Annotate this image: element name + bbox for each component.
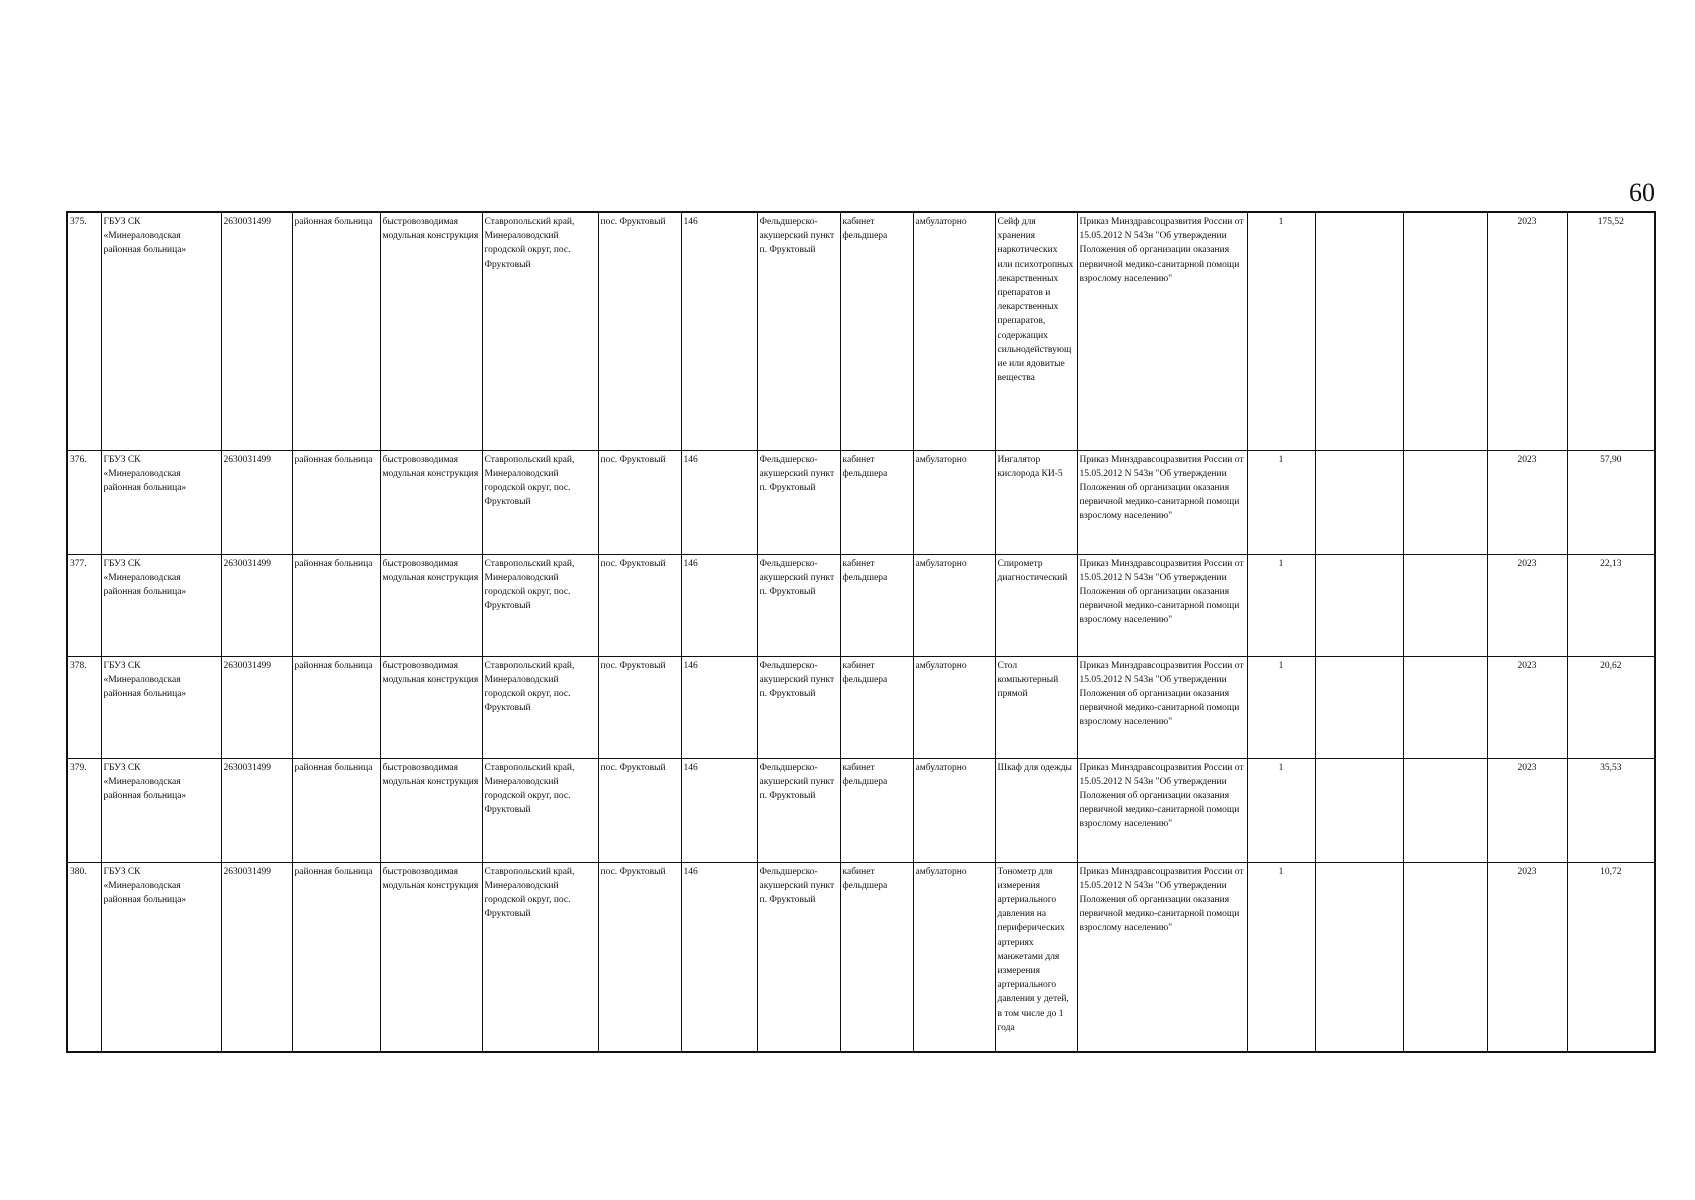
facility-type-cell: районная больница bbox=[292, 212, 380, 450]
regulation-cell: Приказ Минздравсоцразвития России от 15.05.2012 N 543н "Об утверждении Положения об организации оказания первичной медико-санитарной помощи взрослому населению" bbox=[1077, 656, 1247, 758]
care-form-cell: амбулаторно bbox=[913, 862, 995, 1052]
row-number: 379. bbox=[67, 758, 101, 862]
organization-cell: ГБУЗ СК «Минераловодская районная больница» bbox=[101, 862, 221, 1052]
inn-cell: 2630031499 bbox=[221, 656, 292, 758]
organization-cell: ГБУЗ СК «Минераловодская районная больница» bbox=[101, 212, 221, 450]
row-number: 378. bbox=[67, 656, 101, 758]
care-form-cell: амбулаторно bbox=[913, 554, 995, 656]
cost-cell: 10,72 bbox=[1567, 862, 1655, 1052]
table-body bbox=[67, 212, 1655, 1052]
inn-cell: 2630031499 bbox=[221, 758, 292, 862]
empty-cell bbox=[1403, 554, 1487, 656]
room-cell: кабинет фельдшера bbox=[840, 212, 913, 450]
organization-cell: ГБУЗ СК «Минераловодская районная больница» bbox=[101, 450, 221, 554]
table-row bbox=[67, 656, 1655, 758]
empty-cell bbox=[1315, 758, 1403, 862]
unit-cell: Фельдшерско-акушерский пункт п. Фруктовый bbox=[757, 554, 840, 656]
row-number: 375. bbox=[67, 212, 101, 450]
table-row bbox=[67, 862, 1655, 1052]
table-row bbox=[67, 212, 1655, 450]
empty-cell bbox=[1315, 554, 1403, 656]
care-form-cell: амбулаторно bbox=[913, 450, 995, 554]
equipment-cell: Тонометр для измерения артериального давления на периферических артериях манжетами для измерения артериального давления у детей, в том числе до 1 года bbox=[995, 862, 1077, 1052]
quantity-cell: 1 bbox=[1247, 554, 1315, 656]
unit-cell: Фельдшерско-акушерский пункт п. Фруктовый bbox=[757, 656, 840, 758]
table-row bbox=[67, 450, 1655, 554]
empty-cell bbox=[1315, 656, 1403, 758]
row-number: 380. bbox=[67, 862, 101, 1052]
equipment-cell: Стол компьютерный прямой bbox=[995, 656, 1077, 758]
unit-cell: Фельдшерско-акушерский пункт п. Фруктовый bbox=[757, 758, 840, 862]
address-cell: Ставропольский край, Минераловодский городской округ, пос. Фруктовый bbox=[482, 212, 598, 450]
locality-cell: пос. Фруктовый bbox=[598, 758, 681, 862]
empty-cell bbox=[1403, 862, 1487, 1052]
regulation-cell: Приказ Минздравсоцразвития России от 15.05.2012 N 543н "Об утверждении Положения об организации оказания первичной медико-санитарной помощи взрослому населению" bbox=[1077, 758, 1247, 862]
facility-type-cell: районная больница bbox=[292, 656, 380, 758]
room-cell: кабинет фельдшера bbox=[840, 554, 913, 656]
address-cell: Ставропольский край, Минераловодский городской округ, пос. Фруктовый bbox=[482, 758, 598, 862]
equipment-cell: Ингалятор кислорода КИ-5 bbox=[995, 450, 1077, 554]
population-cell: 146 bbox=[681, 656, 757, 758]
page-number: 60 bbox=[1629, 178, 1655, 207]
facility-type-cell: районная больница bbox=[292, 450, 380, 554]
address-cell: Ставропольский край, Минераловодский городской округ, пос. Фруктовый bbox=[482, 554, 598, 656]
empty-cell bbox=[1403, 212, 1487, 450]
room-cell: кабинет фельдшера bbox=[840, 656, 913, 758]
construction-type-cell: быстровозводимая модульная конструкция bbox=[380, 212, 482, 450]
year-cell: 2023 bbox=[1487, 656, 1567, 758]
locality-cell: пос. Фруктовый bbox=[598, 656, 681, 758]
organization-cell: ГБУЗ СК «Минераловодская районная больница» bbox=[101, 758, 221, 862]
empty-cell bbox=[1403, 450, 1487, 554]
quantity-cell: 1 bbox=[1247, 656, 1315, 758]
empty-cell bbox=[1315, 212, 1403, 450]
organization-cell: ГБУЗ СК «Минераловодская районная больница» bbox=[101, 656, 221, 758]
facility-type-cell: районная больница bbox=[292, 862, 380, 1052]
cost-cell: 175,52 bbox=[1567, 212, 1655, 450]
empty-cell bbox=[1403, 758, 1487, 862]
year-cell: 2023 bbox=[1487, 554, 1567, 656]
population-cell: 146 bbox=[681, 862, 757, 1052]
empty-cell bbox=[1315, 450, 1403, 554]
locality-cell: пос. Фруктовый bbox=[598, 554, 681, 656]
cost-cell: 35,53 bbox=[1567, 758, 1655, 862]
care-form-cell: амбулаторно bbox=[913, 212, 995, 450]
equipment-registry-table bbox=[66, 211, 1656, 1053]
address-cell: Ставропольский край, Минераловодский городской округ, пос. Фруктовый bbox=[482, 450, 598, 554]
empty-cell bbox=[1403, 656, 1487, 758]
cost-cell: 20,62 bbox=[1567, 656, 1655, 758]
year-cell: 2023 bbox=[1487, 450, 1567, 554]
empty-cell bbox=[1315, 862, 1403, 1052]
unit-cell: Фельдшерско-акушерский пункт п. Фруктовый bbox=[757, 862, 840, 1052]
construction-type-cell: быстровозводимая модульная конструкция bbox=[380, 862, 482, 1052]
population-cell: 146 bbox=[681, 758, 757, 862]
room-cell: кабинет фельдшера bbox=[840, 758, 913, 862]
unit-cell: Фельдшерско-акушерский пункт п. Фруктовый bbox=[757, 450, 840, 554]
cost-cell: 57,90 bbox=[1567, 450, 1655, 554]
room-cell: кабинет фельдшера bbox=[840, 862, 913, 1052]
inn-cell: 2630031499 bbox=[221, 450, 292, 554]
population-cell: 146 bbox=[681, 450, 757, 554]
quantity-cell: 1 bbox=[1247, 862, 1315, 1052]
regulation-cell: Приказ Минздравсоцразвития России от 15.05.2012 N 543н "Об утверждении Положения об организации оказания первичной медико-санитарной помощи взрослому населению" bbox=[1077, 212, 1247, 450]
construction-type-cell: быстровозводимая модульная конструкция bbox=[380, 758, 482, 862]
unit-cell: Фельдшерско-акушерский пункт п. Фруктовый bbox=[757, 212, 840, 450]
regulation-cell: Приказ Минздравсоцразвития России от 15.05.2012 N 543н "Об утверждении Положения об организации оказания первичной медико-санитарной помощи взрослому населению" bbox=[1077, 450, 1247, 554]
table-row bbox=[67, 554, 1655, 656]
year-cell: 2023 bbox=[1487, 758, 1567, 862]
facility-type-cell: районная больница bbox=[292, 758, 380, 862]
construction-type-cell: быстровозводимая модульная конструкция bbox=[380, 450, 482, 554]
regulation-cell: Приказ Минздравсоцразвития России от 15.05.2012 N 543н "Об утверждении Положения об организации оказания первичной медико-санитарной помощи взрослому населению" bbox=[1077, 554, 1247, 656]
equipment-cell: Спирометр диагностический bbox=[995, 554, 1077, 656]
care-form-cell: амбулаторно bbox=[913, 758, 995, 862]
organization-cell: ГБУЗ СК «Минераловодская районная больница» bbox=[101, 554, 221, 656]
population-cell: 146 bbox=[681, 554, 757, 656]
room-cell: кабинет фельдшера bbox=[840, 450, 913, 554]
inn-cell: 2630031499 bbox=[221, 862, 292, 1052]
quantity-cell: 1 bbox=[1247, 450, 1315, 554]
address-cell: Ставропольский край, Минераловодский городской округ, пос. Фруктовый bbox=[482, 656, 598, 758]
construction-type-cell: быстровозводимая модульная конструкция bbox=[380, 554, 482, 656]
locality-cell: пос. Фруктовый bbox=[598, 212, 681, 450]
row-number: 376. bbox=[67, 450, 101, 554]
quantity-cell: 1 bbox=[1247, 758, 1315, 862]
population-cell: 146 bbox=[681, 212, 757, 450]
row-number: 377. bbox=[67, 554, 101, 656]
locality-cell: пос. Фруктовый bbox=[598, 450, 681, 554]
facility-type-cell: районная больница bbox=[292, 554, 380, 656]
quantity-cell: 1 bbox=[1247, 212, 1315, 450]
equipment-cell: Сейф для хранения наркотических или психотропных лекарственных препаратов и лекарственных препаратов, содержащих сильнодействующие или ядовитые вещества bbox=[995, 212, 1077, 450]
locality-cell: пос. Фруктовый bbox=[598, 862, 681, 1052]
inn-cell: 2630031499 bbox=[221, 554, 292, 656]
year-cell: 2023 bbox=[1487, 862, 1567, 1052]
care-form-cell: амбулаторно bbox=[913, 656, 995, 758]
table-row bbox=[67, 758, 1655, 862]
address-cell: Ставропольский край, Минераловодский городской округ, пос. Фруктовый bbox=[482, 862, 598, 1052]
regulation-cell: Приказ Минздравсоцразвития России от 15.05.2012 N 543н "Об утверждении Положения об организации оказания первичной медико-санитарной помощи взрослому населению" bbox=[1077, 862, 1247, 1052]
construction-type-cell: быстровозводимая модульная конструкция bbox=[380, 656, 482, 758]
cost-cell: 22,13 bbox=[1567, 554, 1655, 656]
inn-cell: 2630031499 bbox=[221, 212, 292, 450]
equipment-cell: Шкаф для одежды bbox=[995, 758, 1077, 862]
year-cell: 2023 bbox=[1487, 212, 1567, 450]
